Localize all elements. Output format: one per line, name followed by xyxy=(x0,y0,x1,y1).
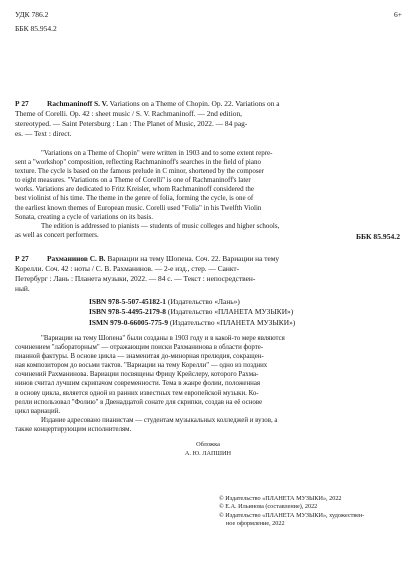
udk-code: УДК 786.2 xyxy=(15,10,49,19)
bbk-code-header: ББК 85.954.2 xyxy=(15,24,57,33)
catalog-en-line: stereotyped. — Saint Petersburg : Lan : The Planet of Music, 2022. — 84 pag- xyxy=(15,119,248,128)
isbn-item xyxy=(89,318,295,328)
isbn-publisher: (Издательство «Лань») xyxy=(167,297,240,306)
copyright-line: © Издательство «ПЛАНЕТА МУЗЫКИ», 2022 xyxy=(219,495,342,502)
catalog-author: Rachmaninoff S. V. xyxy=(47,99,108,108)
catalog-ru-line: Петербург : Лань : Планета музыки, 2022. — 84 с. — Текст : непосредствен- xyxy=(15,274,256,283)
isbn-list xyxy=(89,297,295,328)
annotation-line: сочинений Рахманинова. Вариации посвящены Фрицу Крейслеру, которого Рахма- xyxy=(15,371,259,379)
annotation-line: "Variations on a Theme of Chopin" were written in 1903 and to some extent repre- xyxy=(41,149,273,157)
annotation-line: Издание адресовано пианистам — студентам музыкальных колледжей и вузов, а xyxy=(41,416,278,424)
copyright-line: © Издательство «ПЛАНЕТА МУЗЫКИ», художествен- xyxy=(219,511,365,519)
catalog-ru-line: Корелли. Соч. 42 : ноты / С. В. Рахманинов. — 2-е изд., стер. — Санкт- xyxy=(15,264,240,273)
copyright-line: ное оформление, 2022 xyxy=(226,520,285,528)
isbn-number: ISMN 979-0-66005-775-9 xyxy=(89,317,169,327)
catalog-index: Р 27 xyxy=(15,99,29,108)
catalog-entry-en xyxy=(15,99,400,109)
catalog-title-line: Variations on a Theme of Chopin. Op. 22. Variations on a xyxy=(109,99,280,108)
isbn-publisher: (Издательство «ПЛАНЕТА МУЗЫКИ») xyxy=(167,307,294,317)
copyright-block xyxy=(219,495,409,529)
isbn-number: ISBN 978-5-507-45182-1 xyxy=(89,297,166,306)
annotation-line: to eight measures. "Variations on a Theme of Corelli" is one of Rachmaninoff's later xyxy=(15,176,251,185)
isbn-item xyxy=(89,297,295,307)
annotation-line: as well as concert performers. xyxy=(15,230,99,239)
bbk-code: ББК 85.954.2 xyxy=(355,232,400,241)
annotation-line: "Вариации на тему Шопена" были созданы в 1903 году и в какой-то мере являются xyxy=(41,335,285,342)
cover-credit-name: А. Ю. ЛАПШИН xyxy=(184,449,232,457)
annotation-line: the earliest known themes of European music. Corelli used "Folia" in his Twelfth Violin xyxy=(15,203,262,212)
annotation-line: пианной фактуры. В основе цикла — знаменитая до-минорная прелюдия, сокращен- xyxy=(15,353,264,361)
annotation-ru xyxy=(15,334,400,434)
annotation-line: The edition is addressed to pianists — students of music colleges and higher schools, xyxy=(41,221,280,230)
cover-credit xyxy=(0,441,416,458)
annotation-line: в основу цикла, является одной из ранних известных тем европейской музыки. Ко- xyxy=(15,389,259,397)
annotation-line: Sonata, creating a cycle of variations on its basis. xyxy=(15,212,154,221)
annotation-line: нинов считал лучшим скрипачом современности. Тема в жанре фолии, положенная xyxy=(15,380,261,388)
annotation-line: best violinist of his time. The theme in the genre of folia, forming the cycle, is one of xyxy=(15,194,254,203)
annotation-en xyxy=(15,149,400,240)
catalog-author: Рахманинов С. В. xyxy=(47,254,106,263)
annotation-line: релли использовал "Фолию" в Двенадцатой сонате для скрипки, создав на её основе xyxy=(15,398,263,406)
catalog-title-line: Вариации на тему Шопена. Соч. 22. Вариации на тему xyxy=(107,254,280,263)
annotation-line: sent a "workshop" composition, reflecting Rachmaninoff's searches in the field of piano xyxy=(15,158,261,167)
annotation-line: works. Variations are dedicated to Fritz Kreisler, whom Rachmaninoff considered the xyxy=(15,185,254,194)
catalog-entry-ru xyxy=(15,254,400,264)
annotation-line: ная композитором до восьми тактов. "Вариации на тему Корелли" — одно из поздних xyxy=(15,362,268,370)
annotation-line: также концертирующим исполнителям. xyxy=(15,425,132,433)
annotation-line: сочинением "лабораторным" — отражающим поиски Рахманинова в области форте- xyxy=(15,344,264,352)
isbn-number: ISBN 978-5-4495-2179-8 xyxy=(89,307,166,317)
copyright-line: © Е.А. Ильинова (составление), 2022 xyxy=(219,503,318,511)
isbn-publisher: (Издательство «ПЛАНЕТА МУЗЫКИ») xyxy=(169,317,296,327)
annotation-line: цикл вариаций. xyxy=(15,407,61,415)
catalog-index: Р 27 xyxy=(15,254,29,263)
age-rating: 6+ xyxy=(394,10,402,19)
annotation-line: texture. The cycle is based on the famous prelude in C minor, shortened by the composer xyxy=(15,167,264,176)
catalog-en-line: Theme of Corelli. Op. 42 : sheet music / S. V. Rachmaninoff. — 2nd edition, xyxy=(15,109,243,118)
catalog-ru-line: ный. xyxy=(15,284,30,293)
catalog-en-line: es. — Text : direct. xyxy=(15,129,72,138)
isbn-item xyxy=(89,307,295,317)
cover-credit-label: Обложка xyxy=(196,441,220,448)
